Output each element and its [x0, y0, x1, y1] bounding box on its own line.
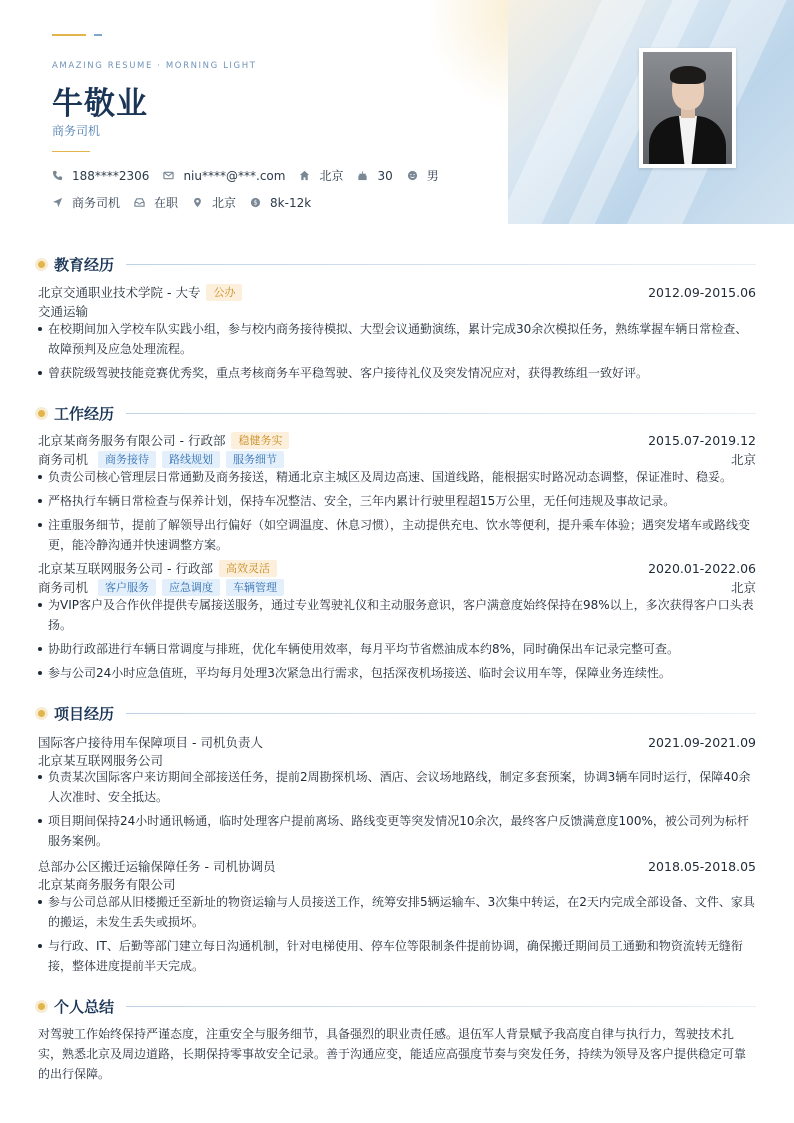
work-location: 北京 [730, 580, 756, 595]
education-entry-header [38, 283, 756, 301]
phone-icon [52, 170, 63, 181]
project-bullet: 与行政、IT、后勤等部门建立每日沟通机制，针对电梯使用、停车位等限制条件提前协调，确保搬迁期间员工通勤和物资流转无缝衔接，整体进度提前半天完成。 [38, 936, 756, 976]
summary-section-header [38, 996, 756, 1017]
svg-text:$: $ [253, 198, 258, 207]
project-org: 北京某互联网服务公司 [38, 753, 164, 768]
job-title: 商务司机 [52, 124, 101, 138]
city-item [299, 167, 343, 184]
school-name: 北京交通职业技术学院 - 大专 [38, 285, 201, 300]
phone-value: 188****2306 [72, 168, 150, 183]
work-location: 北京 [730, 452, 756, 467]
skill-tag: 路线规划 [162, 451, 220, 468]
work-bullet: 参与公司24小时应急值班，平均每月处理3次紧急出行需求，包括深夜机场接送、临时会议用车等，保障业务连续性。 [38, 663, 756, 683]
skill-tag: 商务接待 [98, 451, 156, 468]
project-entry-header [38, 733, 756, 751]
project-name: 国际客户接待用车保障项目 - 司机负责人 [38, 735, 263, 750]
section-dot-icon [38, 1003, 45, 1010]
cake-icon [357, 170, 368, 181]
project-bullet: 负责某次国际客户来访期间全部接送任务，提前2周勘探机场、酒店、会议场地路线，制定多套预案，协调3辆车同时运行，保障40余人次准时、安全抵达。 [38, 767, 756, 807]
salary-item [250, 196, 311, 210]
education-title: 教育经历 [54, 256, 115, 274]
location-value: 北京 [212, 196, 237, 210]
school-type-badge: 公办 [206, 284, 242, 301]
work-role: 商务司机 [38, 452, 89, 467]
work-role-row [38, 578, 756, 596]
summary-text: 对驾驶工作始终保持严谨态度，注重安全与服务细节，具备强烈的职业责任感。退伍军人背景赋予我高度自律与执行力，驾驶技术扎实，熟悉北京及周边道路，长期保持零事故安全记录。善于沟通应变，能适应高强度节奏与突发任务，持续为领导及客户提供稳定可靠的出行保障。 [38, 1027, 747, 1081]
skill-tag: 客户服务 [98, 579, 156, 596]
education-bullet: 在校期间加入学校车队实践小组，参与校内商务接待模拟、大型会议通勤演练，累计完成30余次模拟任务，熟练掌握车辆日常检查、故障预判及应急处理流程。 [38, 319, 756, 359]
section-dot-icon [38, 261, 45, 268]
work-title: 工作经历 [54, 405, 115, 423]
project-entry-header [38, 857, 756, 875]
project-org: 北京某商务服务有限公司 [38, 877, 176, 892]
email-item [163, 169, 285, 183]
project-name: 总部办公区搬迁运输保障任务 - 司机协调员 [38, 859, 276, 874]
candidate-name: 牛敬业 [52, 86, 148, 122]
inbox-icon [134, 197, 145, 208]
phone-item [52, 169, 149, 183]
section-dot-icon [38, 710, 45, 717]
project-bullet: 项目期间保持24小时通讯畅通，临时处理客户提前离场、路线变更等突发情况10余次，最终客户反馈满意度100%，被公司列为标杆服务案例。 [38, 811, 756, 851]
contact-row [52, 167, 453, 184]
work-bullet: 负责公司核心管理层日常通勤及商务接送，精通北京主城区及周边高速、国道线路，能根据实时路况动态调整，保证准时、稳妥。 [38, 467, 756, 487]
email-value: niu****@***.com [183, 168, 286, 183]
tagline: AMAZING RESUME · MORNING LIGHT [52, 61, 257, 71]
age-item [357, 169, 392, 183]
work-entry-header [38, 431, 756, 449]
smile-icon [407, 170, 418, 181]
project-date: 2018.05-2018.05 [648, 858, 756, 874]
home-icon [299, 170, 310, 181]
projects-section-header [38, 703, 756, 724]
major: 交通运输 [38, 304, 89, 319]
gender-value: 男 [426, 169, 439, 183]
work-bullet: 协助行政部进行车辆日常调度与排班，优化车辆使用效率，每月平均节省燃油成本约8%，同时确保出车记录完整可查。 [38, 639, 756, 659]
city-value: 北京 [319, 169, 344, 183]
intent-row [52, 194, 325, 211]
age-value: 30 [377, 168, 393, 183]
projects-title: 项目经历 [54, 705, 115, 723]
work-bullet: 注重服务细节，提前了解领导出行偏好（如空调温度、休息习惯），主动提供充电、饮水等便利，提升乘车体验；遇突发堵车或路线变更，能冷静沟通并快速调整方案。 [38, 515, 756, 555]
education-date: 2012.09-2015.06 [648, 284, 756, 300]
salary-value: 8k-12k [270, 195, 312, 210]
skill-tag: 服务细节 [226, 451, 284, 468]
skill-tag: 车辆管理 [226, 579, 284, 596]
project-org-row [38, 875, 756, 893]
work-trait-badge: 高效灵活 [219, 560, 277, 577]
skill-tag: 应急调度 [162, 579, 220, 596]
company-name: 北京某商务服务有限公司 - 行政部 [38, 433, 226, 448]
work-trait-badge: 稳健务实 [231, 432, 289, 449]
project-date: 2021.09-2021.09 [648, 734, 756, 750]
divider [52, 151, 90, 152]
education-section-header [38, 254, 756, 275]
position-item [52, 194, 120, 211]
mail-icon [163, 170, 174, 181]
profile-photo [639, 48, 736, 168]
project-bullet: 参与公司总部从旧楼搬迁至新址的物资运输与人员接送工作，统筹安排5辆运输车、3次集中转运，在2天内完成全部设备、文件、家具的搬运，未发生丢失或损坏。 [38, 892, 756, 932]
education-bullet: 曾获院级驾驶技能竞赛优秀奖，重点考核商务车平稳驾驶、客户接待礼仪及突发情况应对，获得教练组一致好评。 [38, 363, 756, 383]
section-dot-icon [38, 410, 45, 417]
money-icon [250, 197, 261, 208]
work-section-header [38, 403, 756, 424]
summary-title: 个人总结 [54, 998, 115, 1016]
work-role: 商务司机 [38, 580, 89, 595]
work-date: 2020.01-2022.06 [648, 560, 756, 576]
location-item [192, 194, 236, 211]
send-icon [52, 197, 63, 208]
position-value: 商务司机 [72, 196, 121, 210]
education-major-row [38, 302, 756, 320]
status-item [134, 194, 178, 211]
work-bullet: 严格执行车辆日常检查与保养计划，保持车况整洁、安全，三年内累计行驶里程超15万公里，无任何违规及事故记录。 [38, 491, 756, 511]
company-name: 北京某互联网服务公司 - 行政部 [38, 561, 213, 576]
work-bullet: 为VIP客户及合作伙伴提供专属接送服务，通过专业驾驶礼仪和主动服务意识，客户满意度始终保持在98%以上，多次获得客户口头表扬。 [38, 595, 756, 635]
work-date: 2015.07-2019.12 [648, 432, 756, 448]
location-pin-icon [192, 197, 203, 208]
work-role-row [38, 450, 756, 468]
gender-item [407, 167, 439, 184]
status-value: 在职 [154, 196, 179, 210]
work-entry-header [38, 559, 756, 577]
